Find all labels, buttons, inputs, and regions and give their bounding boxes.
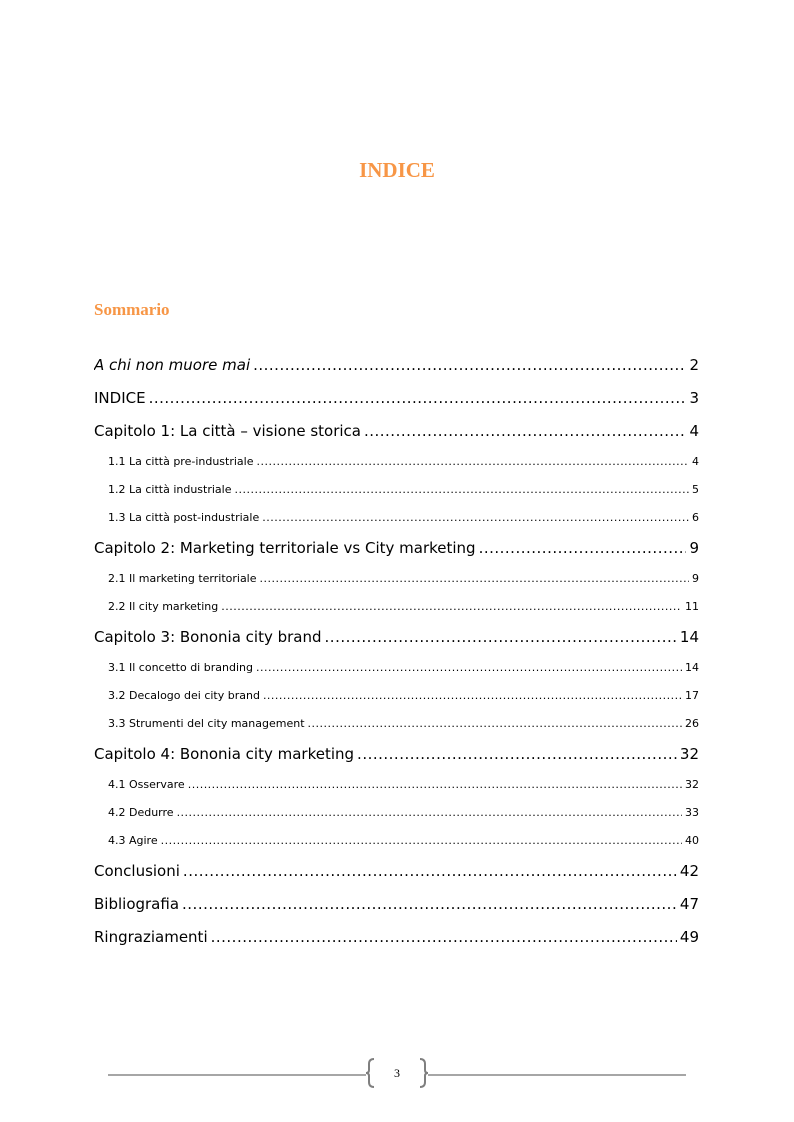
toc-dot-leader — [177, 801, 682, 825]
toc-dot-leader — [253, 351, 686, 379]
toc-entry-section[interactable] — [94, 450, 699, 478]
toc-entry-title: Conclusioni — [94, 862, 180, 880]
toc-entry-chapter[interactable] — [94, 384, 699, 417]
toc-page-number: 14 — [679, 628, 699, 646]
toc-dot-leader — [211, 923, 677, 951]
toc-entry-title: Capitolo 4: Bononia city marketing — [94, 745, 355, 763]
summary-heading: Sommario — [94, 300, 170, 319]
toc-entry-title: 3.2 Decalogo dei city brand — [108, 689, 260, 702]
toc-dot-leader — [235, 478, 690, 502]
toc-page-number: 9 — [689, 539, 699, 557]
toc-dot-leader — [325, 623, 677, 651]
toc-entry-section[interactable] — [94, 773, 699, 801]
toc-entry-title: 1.1 La città pre-industriale — [108, 455, 254, 468]
page-title: INDICE — [359, 158, 435, 182]
toc-dot-leader — [149, 384, 687, 412]
toc-dot-leader — [262, 506, 689, 530]
left-bracket-icon — [366, 1058, 376, 1088]
toc-page-number: 4 — [692, 455, 699, 468]
toc-entry-chapter[interactable] — [94, 890, 699, 923]
toc-dot-leader — [188, 773, 682, 797]
toc-dot-leader — [479, 534, 687, 562]
toc-entry-chapter[interactable] — [94, 740, 699, 773]
page-number: 3 — [394, 1066, 400, 1080]
toc-dot-leader — [263, 684, 682, 708]
toc-entry-section[interactable] — [94, 595, 699, 623]
toc-page-number: 32 — [679, 745, 699, 763]
table-of-contents — [94, 351, 699, 956]
toc-entry-chapter[interactable] — [94, 351, 699, 384]
toc-page-number: 2 — [689, 356, 699, 374]
page-footer — [108, 1058, 686, 1090]
toc-dot-leader — [357, 740, 677, 768]
toc-dot-leader — [161, 829, 682, 853]
toc-entry-chapter[interactable] — [94, 623, 699, 656]
toc-entry-title: Capitolo 2: Marketing territoriale vs City marketing — [94, 539, 476, 557]
toc-page-number: 17 — [685, 689, 699, 702]
toc-dot-leader — [221, 595, 682, 619]
toc-page-number: 42 — [679, 862, 699, 880]
toc-dot-leader — [257, 450, 690, 474]
toc-entry-section[interactable] — [94, 684, 699, 712]
toc-dot-leader — [182, 890, 677, 918]
toc-page-number: 6 — [692, 511, 699, 524]
toc-entry-section[interactable] — [94, 829, 699, 857]
toc-page-number: 9 — [692, 572, 699, 585]
footer-rule-right — [428, 1074, 686, 1076]
toc-entry-title: 1.2 La città industriale — [108, 483, 232, 496]
toc-dot-leader — [364, 417, 686, 445]
toc-entry-chapter[interactable] — [94, 534, 699, 567]
toc-page-number: 5 — [692, 483, 699, 496]
toc-entry-section[interactable] — [94, 478, 699, 506]
toc-page-number: 47 — [679, 895, 699, 913]
toc-entry-section[interactable] — [94, 506, 699, 534]
toc-page-number: 33 — [685, 806, 699, 819]
toc-entry-section[interactable] — [94, 567, 699, 595]
toc-page-number: 40 — [685, 834, 699, 847]
toc-entry-title: Bibliografia — [94, 895, 180, 913]
toc-entry-title: 1.3 La città post-industriale — [108, 511, 260, 524]
toc-entry-title: 2.2 Il city marketing — [108, 600, 219, 613]
toc-entry-title: 4.2 Dedurre — [108, 806, 174, 819]
toc-entry-section[interactable] — [94, 656, 699, 684]
toc-page-number: 3 — [689, 389, 699, 407]
toc-dot-leader — [260, 567, 689, 591]
toc-entry-title: A chi non muore mai — [94, 356, 251, 374]
toc-page-number: 11 — [685, 600, 699, 613]
toc-entry-chapter[interactable] — [94, 923, 699, 956]
toc-page-number: 49 — [679, 928, 699, 946]
toc-page-number: 14 — [685, 661, 699, 674]
footer-rule-left — [108, 1074, 366, 1076]
toc-entry-title: 4.3 Agire — [108, 834, 158, 847]
toc-page-number: 4 — [689, 422, 699, 440]
toc-entry-title: 4.1 Osservare — [108, 778, 185, 791]
toc-entry-title: INDICE — [94, 389, 146, 407]
toc-dot-leader — [308, 712, 682, 736]
toc-entry-title: 2.1 Il marketing territoriale — [108, 572, 257, 585]
toc-dot-leader — [183, 857, 677, 885]
toc-entry-title: Capitolo 3: Bononia city brand — [94, 628, 322, 646]
toc-entry-section[interactable] — [94, 801, 699, 829]
toc-entry-chapter[interactable] — [94, 417, 699, 450]
toc-dot-leader — [256, 656, 682, 680]
toc-entry-section[interactable] — [94, 712, 699, 740]
toc-entry-chapter[interactable] — [94, 857, 699, 890]
right-bracket-icon — [418, 1058, 428, 1088]
toc-entry-title: Capitolo 1: La città – visione storica — [94, 422, 361, 440]
toc-page-number: 32 — [685, 778, 699, 791]
toc-entry-title: 3.3 Strumenti del city management — [108, 717, 305, 730]
toc-entry-title: Ringraziamenti — [94, 928, 208, 946]
toc-entry-title: 3.1 Il concetto di branding — [108, 661, 253, 674]
toc-page-number: 26 — [685, 717, 699, 730]
